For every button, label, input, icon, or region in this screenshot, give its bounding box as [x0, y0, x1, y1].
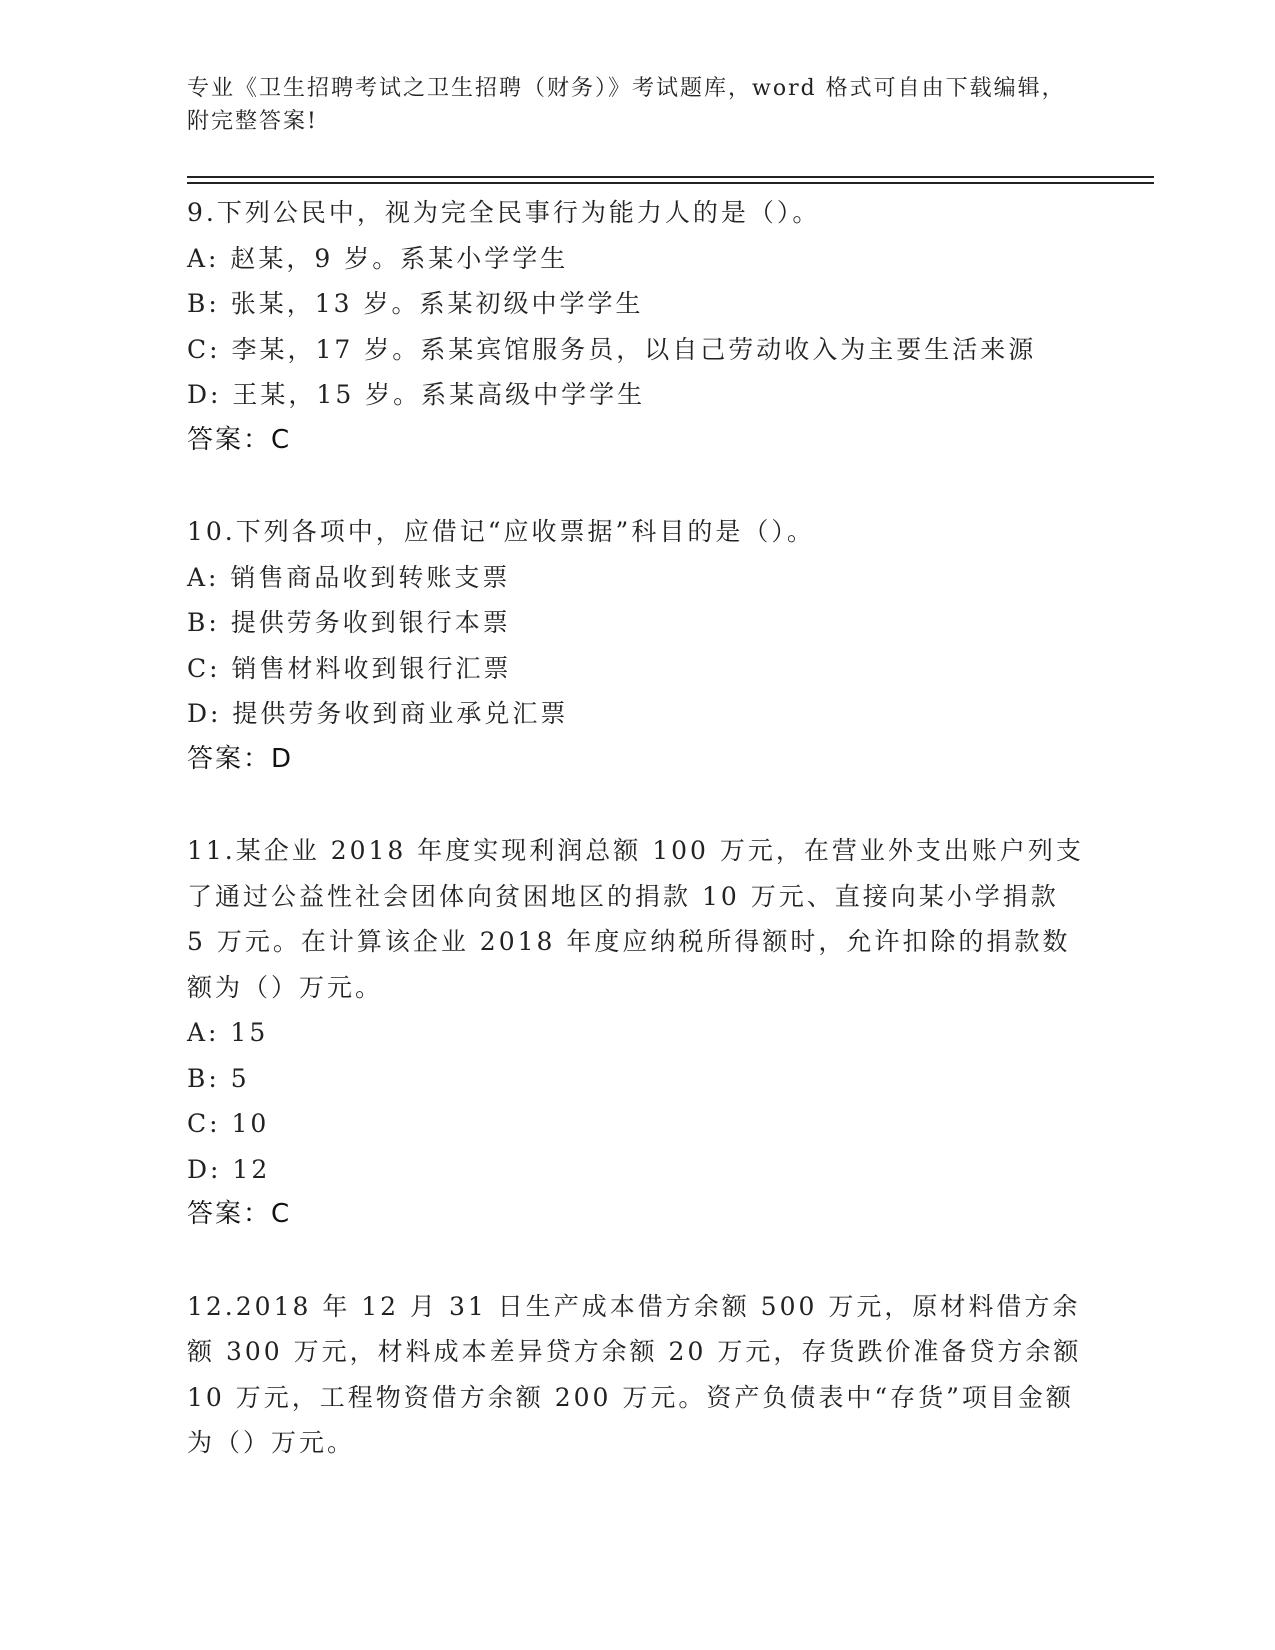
question-list — [187, 190, 1093, 1512]
option-c: C: 销售材料收到银行汇票 — [187, 653, 512, 683]
answer: 答案：D — [187, 743, 294, 774]
option-c: C: 10 — [187, 1109, 270, 1138]
option-c: C: 李某，17 岁。系某宾馆服务员，以自己劳动收入为主要生活来源 — [187, 334, 1037, 364]
answer: 答案：C — [187, 424, 292, 455]
header-divider-top — [187, 176, 1154, 178]
question-text: 9.下列公民中，视为完全民事行为能力人的是（）。 — [187, 198, 821, 227]
header-divider-bottom — [187, 182, 1154, 184]
option-b: B: 张某，13 岁。系某初级中学学生 — [187, 289, 644, 318]
question-11 — [187, 828, 1087, 1238]
answer: 答案：C — [187, 1199, 292, 1229]
option-a: A: 赵某，9 岁。系某小学学生 — [187, 243, 569, 273]
option-d: D: 12 — [187, 1154, 271, 1184]
option-a: A: 销售商品收到转账支票 — [187, 562, 511, 592]
question-text: 10.下列各项中，应借记“应收票据”科目的是（）。 — [187, 517, 815, 546]
option-b: B: 提供劳务收到银行本票 — [187, 608, 511, 637]
question-text: 12.2018 年 12 月 31 日生产成本借方余额 500 万元，原材料借方余额 300 万元，材料成本差异贷方余额 20 万元，存货跌价准备贷方余额 10 万元，工程物资借方余额 200 万元。资产负债表中“存货”项目金额为（）万元。 — [187, 1291, 1093, 1457]
question-9 — [187, 190, 1087, 463]
document-header: 专业《卫生招聘考试之卫生招聘（财务）》考试题库，word 格式可自由下载编辑，附完整答案! — [187, 76, 1066, 134]
question-12 — [187, 1284, 1093, 1466]
question-text: 11.某企业 2018 年度实现利润总额 100 万元，在营业外支出账户列支了通过公益性社会团体向贫困地区的捐款 10 万元、直接向某小学捐款 5 万元。在计算该企业 2018 年度应纳税所得额时，允许扣除的捐款数额为（）万元。 — [187, 836, 1084, 1002]
option-d: D: 王某，15 岁。系某高级中学学生 — [187, 380, 646, 409]
option-d: D: 提供劳务收到商业承兑汇票 — [187, 699, 569, 728]
question-10 — [187, 509, 1087, 782]
option-b: B: 5 — [187, 1063, 250, 1093]
option-a: A: 15 — [187, 1018, 269, 1047]
